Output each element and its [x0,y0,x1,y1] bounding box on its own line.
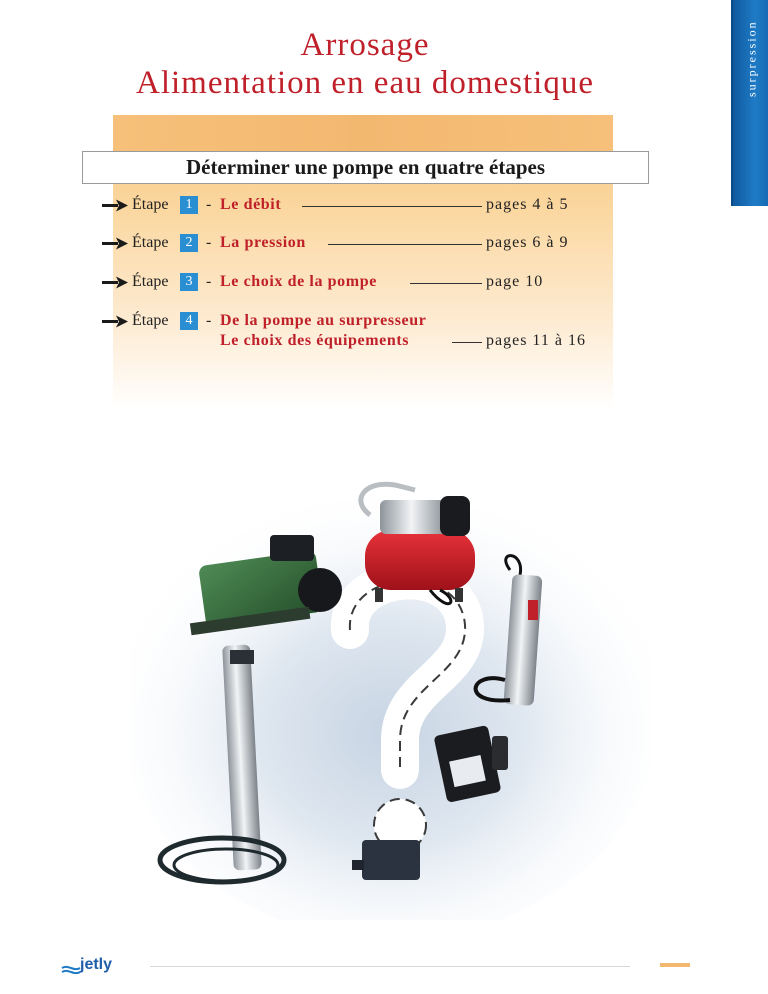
title-line-1: Arrosage [300,27,430,63]
step-label: Le choix de la pompe [220,273,377,290]
step-pages: page 10 [486,273,544,290]
side-tab [731,0,768,206]
steps-panel-top-band [113,115,613,153]
control-box [352,840,420,880]
jetly-logo [60,950,122,976]
step-dash: - [206,273,212,290]
arrow-right-icon [102,276,130,289]
leader-line [410,283,482,284]
leader-line [452,342,482,343]
leader-line [302,206,482,207]
step-dash: - [206,312,212,329]
step-label: Le débit [220,196,282,213]
side-tab-label: surpression [744,20,758,97]
step-number-badge: 1 [180,196,198,214]
footer-divider [150,966,630,967]
svg-text:jetly: jetly [80,956,113,973]
step-dash: - [206,196,212,213]
step-word: Étape [132,273,169,290]
step-dash: - [206,234,212,251]
products-illustration [130,440,650,920]
title-line-2: Alimentation en eau domestique [136,65,594,101]
section-heading: Déterminer une pompe en quatre étapes [82,151,649,184]
arrow-right-icon [102,199,130,212]
step-pages: pages 11 à 16 [486,332,586,349]
step-pages: pages 4 à 5 [486,196,569,213]
footer-accent [660,963,690,967]
step-pages: pages 6 à 9 [486,234,569,251]
step-number-badge: 4 [180,312,198,330]
step-label-second-line: Le choix des équipements [220,332,410,349]
step-number-badge: 3 [180,273,198,291]
step-word: Étape [132,312,169,329]
arrow-right-icon [102,237,130,250]
arrow-right-icon [102,315,130,328]
leader-line [328,244,482,245]
step-label: La pression [220,234,306,251]
step-word: Étape [132,234,169,251]
step-number-badge: 2 [180,234,198,252]
step-label: De la pompe au surpresseur [220,312,427,329]
step-word: Étape [132,196,169,213]
